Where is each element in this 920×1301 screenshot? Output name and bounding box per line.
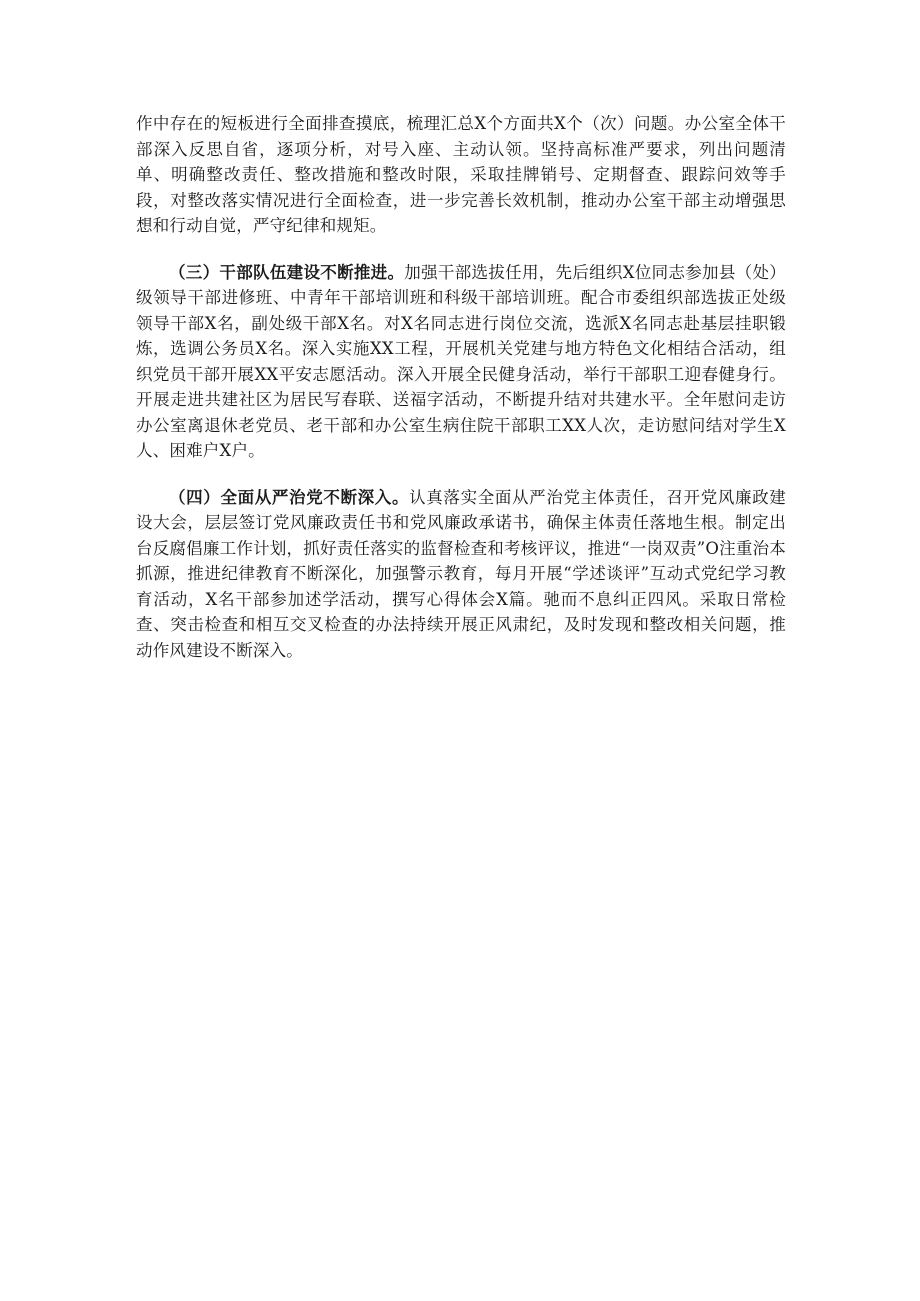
paragraph-continuation <box>136 111 786 239</box>
section-heading-party-discipline: （四）全面从严治党不断深入。 <box>169 487 410 507</box>
paragraph-text: 认真落实全面从严治党主体责任，召开党风廉政建设大会，层层签订党风廉政责任书和党风廉政承诺书，确保主体责任落地生根。制定出台反腐倡廉工作计划，抓好责任落实的监督检查和考核评议，推进“一岗双责”O注重治本抓源，推进纪律教育不断深化，加强警示教育，每月开展“学述谈评”互动式党纪学习教育活动，X名干部参加述学活动，撰写心得体会X篇。驰而不息纠正四风。采取日常检查、突击检查和相互交叉检查的办法持续开展正风肃纪，及时发现和整改相关问题，推动作风建设不断深入。 <box>136 487 786 660</box>
paragraph-text: 加强干部选拔任用，先后组织X位同志参加县（处）级领导干部进修班、中青年干部培训班和科级干部培训班。配合市委组织部选拔正处级领导干部X名，副处级干部X名。对X名同志进行岗位交流，选派X名同志赴基层挂职锻炼，选调公务员X名。深入实施XX工程，开展机关党建与地方特色文化相结合活动，组织党员干部开展XX平安志愿活动。深入开展全民健身活动，举行干部职工迎春健身行。开展走进共建社区为居民写春联、送福字活动，不断提升结对共建水平。全年慰问走访办公室离退休老党员、老干部和办公室生病住院干部职工XX人次，走访慰问结对学生X人、困难户X户。 <box>136 262 786 460</box>
paragraph-cadre-team <box>136 260 786 464</box>
section-heading-cadre-team: （三）干部队伍建设不断推进。 <box>169 262 405 282</box>
paragraph-party-discipline <box>136 485 786 664</box>
document-page <box>136 111 786 684</box>
paragraph-text: 作中存在的短板进行全面排查摸底，梳理汇总X个方面共X个（次）问题。办公室全体干部深入反思自省，逐项分析，对号入座、主动认领。坚持高标准严要求，列出问题清单、明确整改责任、整改措施和整改时限，采取挂牌销号、定期督查、跟踪问效等手段，对整改落实情况进行全面检查，进一步完善长效机制，推动办公室干部主动增强思想和行动自觉，严守纪律和规矩。 <box>136 114 786 235</box>
